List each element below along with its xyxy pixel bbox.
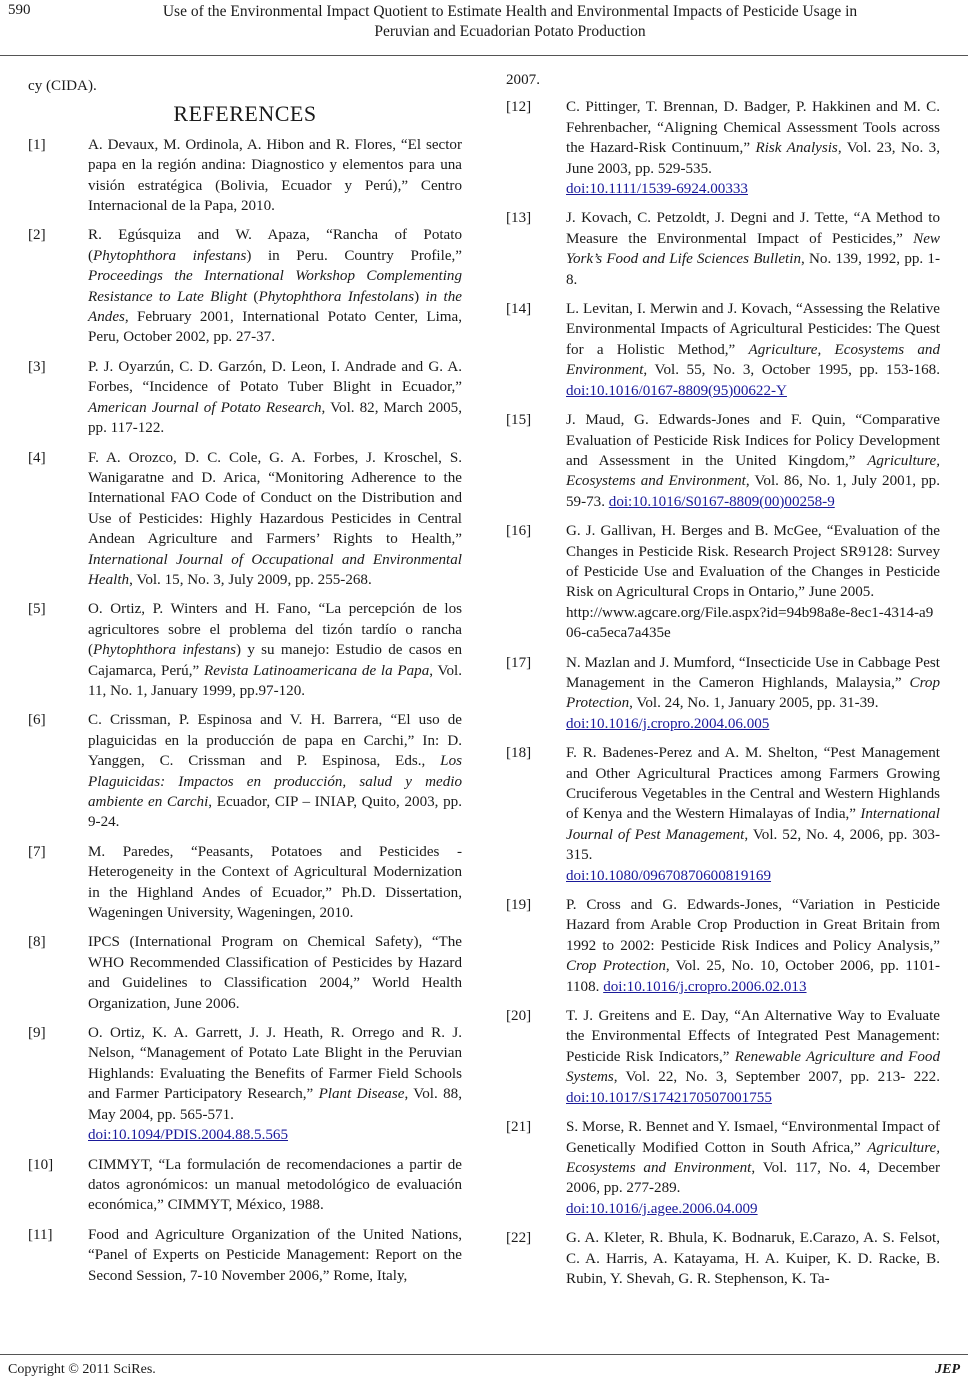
reference-italic: Agriculture, Ecosystems and Environment	[566, 452, 940, 490]
reference-number: [3]	[28, 358, 46, 375]
reference-text: , Vol. 86, No. 1, July 2001, pp. 59-73.	[566, 473, 940, 510]
reference-italic: Revista Latinoamericana de la Papa	[203, 662, 430, 679]
reference-text: , Vol. 117, No. 4, December 2006, pp. 277-289.	[566, 1159, 940, 1197]
reference-text: A. Devaux, M. Ordinola, A. Hibon and R. Flores, “El sector papa en la región andina: Diagnostico y elementos para una visión estratégica (Bolivia, Ecuador y Perú),” Centro Internacional de la Papa, 2010.	[88, 136, 462, 215]
running-title-line-1: Use of the Environmental Impact Quotient to Estimate Health and Environmental Impacts of Pesticide Usage in	[162, 3, 858, 20]
reference-text: M. Paredes, “Peasants, Potatoes and Pesticides - Heterogeneity in the Context of Agricultural Modernization in the Highland Andes of Ecuador,” Ph.D. Dissertation, Wageningen University, Wageningen, 2010.	[88, 843, 462, 922]
reference-text: , Vol. 11, No. 1, January 1999, pp.97-120.	[88, 662, 463, 699]
reference-italic: Renewable Agriculture and Food Systems	[566, 1048, 940, 1086]
reference-number: [18]	[506, 745, 532, 762]
reference-number: [16]	[506, 523, 532, 540]
footer-rule	[0, 1354, 968, 1355]
page-footer	[0, 1354, 968, 1386]
reference-number: [7]	[28, 843, 46, 860]
reference-text: , Vol. 23, No. 3, June 2003, pp. 529-535.	[566, 140, 940, 177]
reference-item	[506, 1228, 940, 1289]
reference-italic: Risk Analysis	[755, 140, 838, 157]
reference-text: IPCS (International Program on Chemical Safety), “The WHO Recommended Classification of Pesticides by Hazard and Guidelines to Classification 2004,” World Health Organization, June 2006.	[88, 934, 462, 1012]
reference-number: [20]	[506, 1008, 532, 1025]
reference-text: , No. 139, 1992, pp. 1-8.	[566, 251, 940, 288]
reference-item	[28, 135, 462, 217]
reference-number: [2]	[28, 227, 46, 244]
running-title-line-2: Peruvian and Ecuadorian Potato Production	[374, 23, 646, 40]
reference-item	[28, 932, 462, 1014]
doi-link[interactable]: doi:10.1017/S1742170507001755	[566, 1089, 772, 1106]
running-title	[60, 2, 960, 42]
reference-text: , Vol. 15, No. 3, July 2009, pp. 255-268.	[129, 571, 372, 588]
reference-text: , Vol. 52, No. 4, 2006, pp. 303-315.	[566, 826, 940, 864]
reference-text: Food and Agriculture Organization of the United Nations, “Panel of Experts on Pesticide Management: Report on the Second Session, 7-10 November 2006,” Rome, Italy,	[88, 1226, 462, 1284]
reference-number: [17]	[506, 654, 532, 671]
reference-italic: Agriculture, Ecosystems and Environment	[566, 1139, 940, 1176]
reference-number: [11]	[28, 1226, 53, 1243]
reference-italic: International Journal of Pest Management	[566, 806, 940, 843]
reference-number: [8]	[28, 934, 46, 951]
reference-text: F. A. Orozco, D. C. Cole, G. A. Forbes, J. Kroschel, S. Wanigaratne and D. Arica, “Monitoring Adherence to the International FAO Code of Conduct on the Distribution and Use of Pesticides: Highly Hazardous Pesticides in Central Andean Agriculture and Farmers’ Rights to Health,”	[88, 449, 462, 548]
reference-number: [1]	[28, 136, 46, 153]
copyright-notice: Copyright © 2011 SciRes.	[8, 1362, 156, 1377]
reference-number: [19]	[506, 897, 532, 914]
reference-item	[506, 1117, 940, 1219]
reference-number: [6]	[28, 712, 46, 729]
reference-item	[506, 521, 940, 643]
reference-text: S. Morse, R. Bennet and Y. Ismael, “Environmental Impact of Genetically Modified Cotton in South Africa,”	[566, 1119, 940, 1156]
reference-text: T. J. Greitens and E. Day, “An Alternative Way to Evaluate the Environmental Effects of Integrated Pest Management: Pesticide Risk Indicators,”	[566, 1008, 940, 1065]
reference-number: [21]	[506, 1119, 532, 1136]
reference-number: [13]	[506, 210, 532, 227]
reference-italic: Phytophthora Infestolans	[258, 288, 415, 305]
page-header	[0, 0, 968, 56]
reference-text: N. Mazlan and J. Mumford, “Insecticide Use in Cabbage Pest Management in the Cameron Highlands, Malaysia,”	[566, 654, 940, 691]
reference-number: [9]	[28, 1025, 46, 1042]
reference-url[interactable]: http://www.agcare.org/File.aspx?id=94b98a8e-8ec1-4314-a906-ca5eca7a435e	[566, 604, 934, 642]
reference-text: R. Egúsquiza and W. Apaza, “Rancha of Potato (	[88, 227, 462, 264]
reference-item	[28, 599, 462, 701]
doi-link[interactable]: doi:10.1016/0167-8809(95)00622-Y	[566, 382, 787, 399]
reference-text: , Vol. 88, May 2004, pp. 565-571.	[88, 1086, 462, 1123]
reference-text: G. A. Kleter, R. Bhula, K. Bodnaruk, E.Carazo, A. S. Felsot, C. A. Harris, A. Katayama, H. A. Kuiper, K. D. Racke, B. Rubin, Y. Shevah, G. R. Stephenson, K. Ta-	[566, 1230, 940, 1287]
reference-item	[28, 225, 462, 347]
reference-text: P. Cross and G. Edwards-Jones, “Variation in Pesticide Hazard from Arable Crop Production in Great Britain from 1992 to 2002: Pesticide Risk Indices and Policy Analysis,”	[566, 897, 940, 954]
reference-italic: Phytophthora infestans	[93, 247, 247, 264]
reference-item	[28, 448, 462, 591]
reference-text: G. J. Gallivan, H. Berges and B. McGee, “Evaluation of the Changes in Pesticide Risk. Research Project SR9128: Survey of Pesticide Use and Evaluation of the Changes in Pesticide Risk on Agricultural Crops in Ontario,” June 2005.	[566, 523, 940, 601]
reference-italic: Phytophthora infestans	[93, 642, 237, 659]
reference-text: )	[414, 288, 426, 305]
reference-text: , Vol. 25, No. 10, October 2006, pp. 1101-1108.	[566, 958, 940, 995]
reference-item	[28, 1155, 462, 1216]
reference-item	[506, 653, 940, 735]
reference-italic: Plant Disease	[318, 1086, 405, 1103]
reference-text: ) y su manejo: Estudio de casos en Cajamarca, Perú,”	[88, 642, 463, 679]
doi-link[interactable]: doi:10.1111/1539-6924.00333	[566, 181, 748, 198]
reference-text: CIMMYT, “La formulación de recomendaciones a partir de datos agronómicos: un manual metodológico de evaluación económica,” CIMMYT, México, 1988.	[88, 1156, 462, 1214]
doi-link[interactable]: doi:10.1016/j.agee.2006.04.009	[566, 1200, 758, 1217]
reference-text: , Ecuador, CIP – INIAP, Quito, 2003, pp. 9-24.	[88, 794, 462, 831]
journal-abbreviation: JEP	[935, 1362, 960, 1377]
reference-italic: American Journal of Potato Research	[88, 399, 322, 416]
reference-text: O. Ortiz, P. Winters and H. Fano, “La percepción de los agricultores sobre el problema del tizón tardío o rancha (	[88, 601, 462, 659]
reference-item	[28, 1023, 462, 1145]
reference-text: , February 2001, International Potato Center, Lima, Peru, October 2002, pp. 27-37.	[88, 309, 462, 346]
reference-text: F. R. Badenes-Perez and A. M. Shelton, “Pest Management and Other Agricultural Practices among Farmers Growing Cruciferous Vegetables in the Central and Western Highlands of Kenya and the Western Himalayas of India,”	[566, 745, 940, 823]
header-rule	[0, 55, 968, 56]
reference-italic: Agriculture, Ecosystems and Environment	[566, 341, 940, 379]
reference-text: O. Ortiz, K. A. Garrett, J. J. Heath, R. Orrego and R. J. Nelson, “Management of Potato Late Blight in the Peruvian Highlands: Evaluating the Benefits of Farmer Field Schools and Farmer Participatory Research,”	[88, 1025, 462, 1103]
reference-text: J. Kovach, C. Petzoldt, J. Degni and J. Tette, “A Method to Measure the Environmental Impact of Pesticides,”	[566, 210, 940, 247]
doi-link[interactable]: doi:10.1094/PDIS.2004.88.5.565	[88, 1127, 289, 1144]
reference-italic: International Journal of Occupational and Environmental Health	[88, 551, 462, 588]
doi-link[interactable]: doi:10.1080/09670870600819169	[566, 867, 772, 884]
reference-text: , Vol. 82, March 2005, pp. 117-122.	[88, 399, 462, 437]
page-number: 590	[8, 2, 31, 18]
reference-item	[506, 895, 940, 997]
reference-text: L. Levitan, I. Merwin and J. Kovach, “Assessing the Relative Environmental Impacts of Agricultural Pesticides: The Quest for a Holistic Method,”	[566, 301, 940, 358]
reference-italic: in the Andes	[88, 288, 462, 326]
reference-item	[506, 299, 940, 401]
reference-item	[506, 208, 940, 290]
reference-item	[28, 1225, 462, 1286]
reference-italic: Crop Protection	[566, 958, 666, 975]
reference-text: (	[247, 288, 259, 305]
continued-text: 2007.	[506, 72, 540, 88]
left-column	[28, 70, 462, 1295]
reference-number: [5]	[28, 601, 46, 618]
reference-text: C. Crissman, P. Espinosa and V. H. Barrera, “El uso de plaguicidas en la producción de papa en Carchi,” In: D. Yanggen, C. Crissman and P. Espinosa, Eds.,	[88, 712, 462, 770]
reference-text: C. Pittinger, T. Brennan, D. Badger, P. Hakkinen and M. C. Fehrenbacher, “Aligning Chemical Assessment Tools across the Hazard-Risk Continuum,”	[566, 99, 940, 157]
doi-link[interactable]: doi:10.1016/S0167-8809(00)00258-9	[608, 493, 835, 510]
reference-number: [12]	[506, 99, 532, 116]
reference-italic: New York’s Food and Life Sciences Bulletin	[566, 230, 940, 268]
reference-italic: Proceedings the International Workshop Complementing Resistance to Late Blight	[88, 268, 462, 305]
reference-number: [10]	[28, 1156, 54, 1173]
reference-item	[506, 97, 940, 199]
reference-italic: Crop Protection	[566, 674, 940, 712]
reference-text: J. Maud, G. Edwards-Jones and F. Quin, “Comparative Evaluation of Pesticide Risk Indices for Policy Development and Assessment in the United Kingdom,”	[566, 412, 940, 469]
reference-item	[28, 710, 462, 832]
reference-number: [15]	[506, 412, 532, 429]
reference-number: [22]	[506, 1230, 532, 1247]
doi-link[interactable]: doi:10.1016/j.cropro.2004.06.005	[566, 715, 770, 732]
reference-text: , Vol. 55, No. 3, October 1995, pp. 153-168.	[643, 362, 940, 379]
reference-item	[506, 1006, 940, 1108]
reference-italic: Los Plaguicidas: Impactos en producción, salud y medio ambiente en Carchi	[88, 753, 462, 810]
reference-text: ) in Peru. Country Profile,”	[246, 247, 462, 264]
reference-number: [4]	[28, 449, 46, 466]
right-column	[506, 70, 940, 1298]
reference-text: P. J. Oyarzún, C. D. Garzón, D. Leon, I. Andrade and G. A. Forbes, “Incidence of Potato Tuber Blight in Ecuador,”	[88, 358, 462, 396]
reference-text: , Vol. 24, No. 1, January 2005, pp. 31-39.	[629, 695, 879, 712]
continued-text: cy (CIDA).	[28, 78, 97, 94]
reference-text: , Vol. 22, No. 3, September 2007, pp. 213- 222.	[613, 1069, 940, 1086]
doi-link[interactable]: doi:10.1016/j.cropro.2006.02.013	[603, 978, 807, 995]
reference-item	[28, 357, 462, 439]
reference-item	[506, 410, 940, 512]
section-title: REFERENCES	[173, 101, 317, 127]
reference-item	[506, 743, 940, 886]
reference-item	[28, 842, 462, 924]
reference-number: [14]	[506, 301, 532, 318]
